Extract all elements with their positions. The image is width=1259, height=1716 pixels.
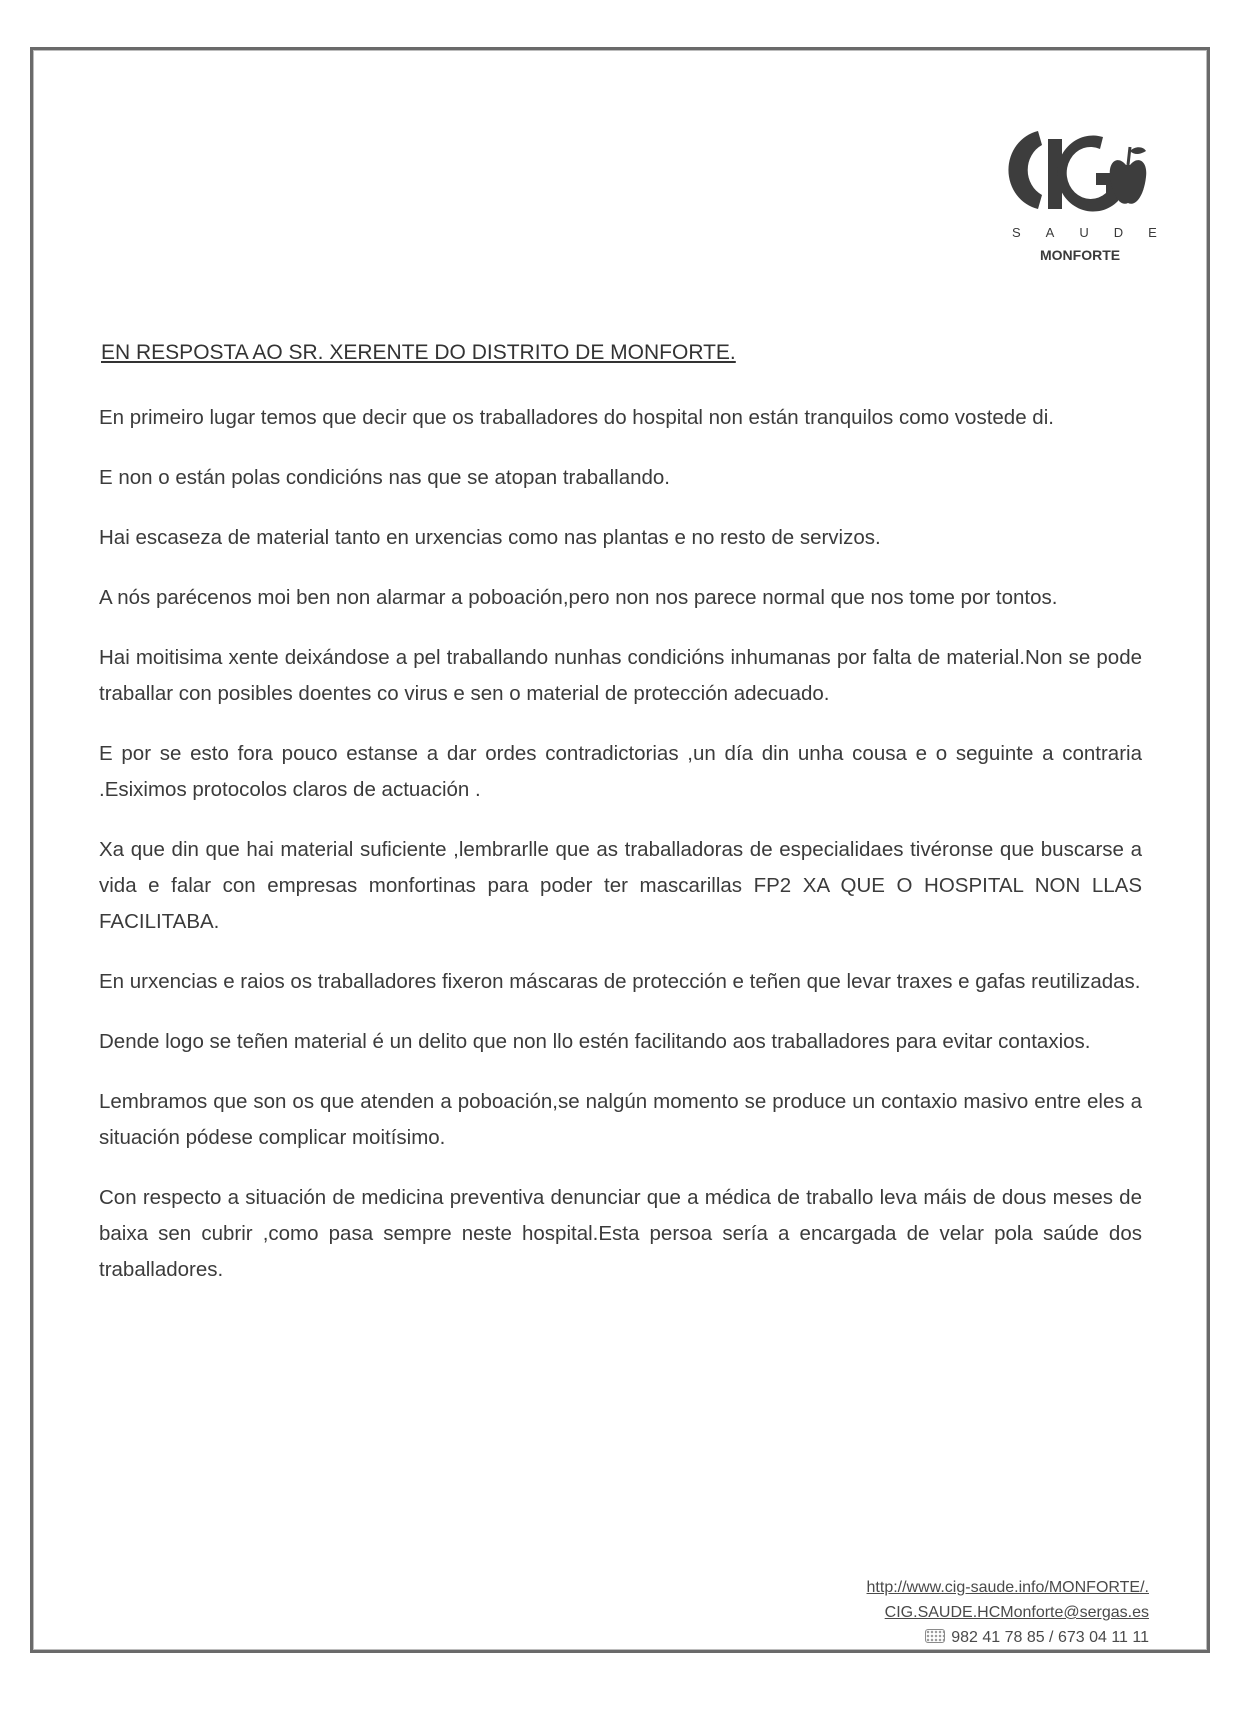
contact-footer	[867, 1575, 1149, 1650]
cig-logo-mark-icon	[1008, 125, 1168, 215]
paragraph: Dende logo se teñen material é un delito que non llo estén facilitando aos traballadores para evitar contaxios.	[99, 1030, 1091, 1053]
paragraph: Hai moitisima xente deixándose a pel traballando nunhas condicións inhumanas por falta de material.Non se pode traballar con posibles doentes co virus e sen o material de protección adecuado.	[99, 646, 1142, 705]
paragraph: A nós parécenos moi ben non alarmar a poboación,pero non nos parece normal que nos tome por tontos.	[99, 586, 1058, 609]
email-link[interactable]: CIG.SAUDE.HCMonforte@sergas.es	[884, 1604, 1149, 1621]
phone-numbers: 982 41 78 85 / 673 04 11 11	[951, 1629, 1149, 1646]
cig-saude-logo	[998, 125, 1182, 270]
paragraph: En urxencias e raios os traballadores fixeron máscaras de protección e teñen que levar traxes e gafas reutilizadas.	[99, 970, 1141, 993]
document-body	[99, 400, 1142, 1312]
paragraph: En primeiro lugar temos que decir que os traballadores do hospital non están tranquilos como vostede di.	[99, 406, 1054, 429]
paragraph: E por se esto fora pouco estanse a dar ordes contradictorias ,un día din unha cousa e o seguinte a contraria .Esiximos protocolos claros de actuación .	[99, 742, 1142, 801]
phone-icon	[925, 1629, 945, 1643]
website-link[interactable]: http://www.cig-saude.info/MONFORTE/.	[866, 1579, 1149, 1596]
paragraph: Lembramos que son os que atenden a poboación,se nalgún momento se produce un contaxio masivo entre eles a situación pódese complicar moitísimo.	[99, 1090, 1142, 1149]
phone-line	[867, 1625, 1149, 1650]
logo-subtitle: SAUDE	[1012, 225, 1182, 240]
paragraph: E non o están polas condicións nas que se atopan traballando.	[99, 466, 670, 489]
logo-place: MONFORTE	[1040, 247, 1121, 263]
paragraph: Xa que din que hai material suficiente ,lembrarlle que as traballadoras de especialidaes tivéronse que buscarse a vida e falar con empresas monfortinas para poder ter mascarillas FP2 XA QUE O HOSPITAL NON LLAS FACILITABA.	[99, 838, 1142, 933]
paragraph: Hai escaseza de material tanto en urxencias como nas plantas e no resto de servizos.	[99, 526, 881, 549]
paragraph: Con respecto a situación de medicina preventiva denunciar que a médica de traballo leva máis de dous meses de baixa sen cubrir ,como pasa sempre neste hospital.Esta persoa sería a encargada de velar pola saúde dos traballadores.	[99, 1186, 1142, 1281]
document-title: EN RESPOSTA AO SR. XERENTE DO DISTRITO DE MONFORTE.	[101, 341, 736, 364]
